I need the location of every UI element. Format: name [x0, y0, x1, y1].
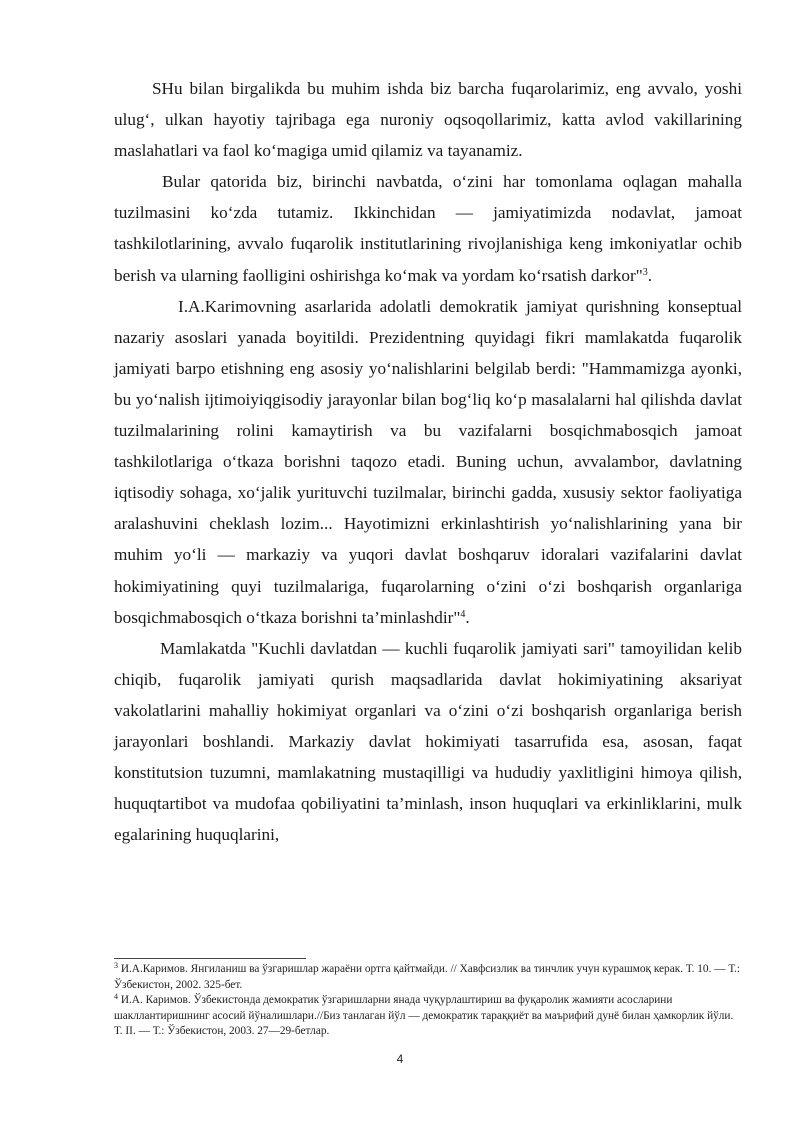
footnote-ref-4[interactable]: 4	[460, 608, 466, 620]
paragraph-2	[114, 166, 742, 290]
footnote-4	[114, 993, 742, 1040]
footnote-3-text: И.А.Каримов. Янгиланиш ва ўзгаришлар жараёни ортга қайтмайди. // Хавфсизлик ва тинчлик учун курашмоқ керак. Т. 10. — Т.: Ўзбекистон, 2002. 325-бет.	[114, 963, 741, 991]
paragraph-3	[114, 291, 742, 633]
paragraph-4	[114, 633, 742, 851]
paragraph-1-text: SHu bilan birgalikda bu muhim ishda biz barcha fuqarolarimiz, eng avvalo, yoshi ulug‘, ulkan hayotiy tajribaga ega nuroniy oqsoqollarimiz, katta avlod vakillarining maslahatlari va faol ko‘magiga umid qilamiz va tayanamiz.	[114, 79, 742, 161]
footnote-3	[114, 962, 742, 993]
paragraph-4-text: Mamlakatda "Kuchli davlatdan — kuchli fuqarolik jamiyati sari" tamoyilidan kelib chiqib, fuqarolik jamiyati qurish maqsadlarida davlat hokimiyatining aksariyat vakolatlarini mahalliy hokimiyat organlari va o‘zini o‘zi boshqarish organlariga berish jarayonlari boshlandi. Markaziy davlat hokimiyati tasarrufida esa, asosan, faqat konstitutsion tuzumni, mamlakatning mustaqilligi va hududiy yaxlitligini himoya qilish, huquqtartibot va mudofaa qobiliyatini ta’minlash, inson huquqlari va erkinliklarini, mulk egalarining huquqlarini,	[114, 638, 742, 845]
paragraph-1	[114, 73, 742, 166]
footnote-number-4: 4	[114, 992, 118, 1002]
footnote-ref-3[interactable]: 3	[642, 266, 648, 278]
footnotes	[114, 962, 742, 1040]
footnote-number-3: 3	[114, 961, 118, 970]
body-text	[114, 73, 742, 850]
paragraph-3-tail: .	[465, 607, 470, 627]
footnote-4-text: И.А. Каримов. Ўзбекистонда демократик ўзгаришларни янада чуқурлаштириш ва фуқаролик жамияти асосларини шакллантиришнинг асосий йўналишлари.//Биз танлаган йўл — демократик тараққиёт ва маърифий дунё билан ҳамкорлик йўли. Т. II. — Т.: Ўзбекистон, 2003. 27—29-бетлар.	[114, 994, 734, 1038]
footnote-separator	[114, 958, 306, 959]
page-number: 4	[396, 1052, 404, 1066]
paragraph-2-tail: .	[647, 265, 653, 285]
paragraph-2-text: Bular qatorida biz, birinchi navbatda, o‘zini har tomonlama oqlagan mahalla tuzilmasini ko‘zda tutamiz. Ikkinchidan — jamiyatimizda nodavlat, jamoat tashkilotlarining, avvalo fuqarolik institutlarining rivojlanishiga keng imkoniyatlar ochib berish va ularning faolligini oshirishga ko‘mak va yordam ko‘rsatish darkor"	[114, 172, 742, 285]
paragraph-3-text: I.A.Karimovning asarlarida adolatli demokratik jamiyat qurishning konseptual nazariy asoslari yanada boyitildi. Prezidentning quyidagi fikri mamlakatda fuqarolik jamiyati barpo etishning eng asosiy yo‘nalishlarini belgilab berdi: "Hammamizga ayonki, bu yo‘nalish ijtimoiyiqgisodiy jarayonlar bilan bog‘liq ko‘p masalalarni hal qilishda davlat tuzilmalarining rolini kamaytirish va bu vazifalarni bosqichmabosqich jamoat tashkilotlariga o‘tkaza borishni taqozo etadi. Buning uchun, avvalambor, davlatning iqtisodiy sohaga, xo‘jalik yurituvchi tuzilmalar, birinchi gadda, xususiy sektor faoliyatiga aralashuvini cheklash lozim... Hayotimizni erkinlashtirish yo‘nalishlarining yana bir muhim yo‘li — markaziy va yuqori davlat boshqaruv idoralari vazifalarini davlat hokimiyatining quyi tuzilmalariga, fuqarolarning o‘zini o‘zi boshqarish organlariga bosqichmabosqich o‘tkaza borishni ta’minlashdir"	[114, 296, 742, 627]
